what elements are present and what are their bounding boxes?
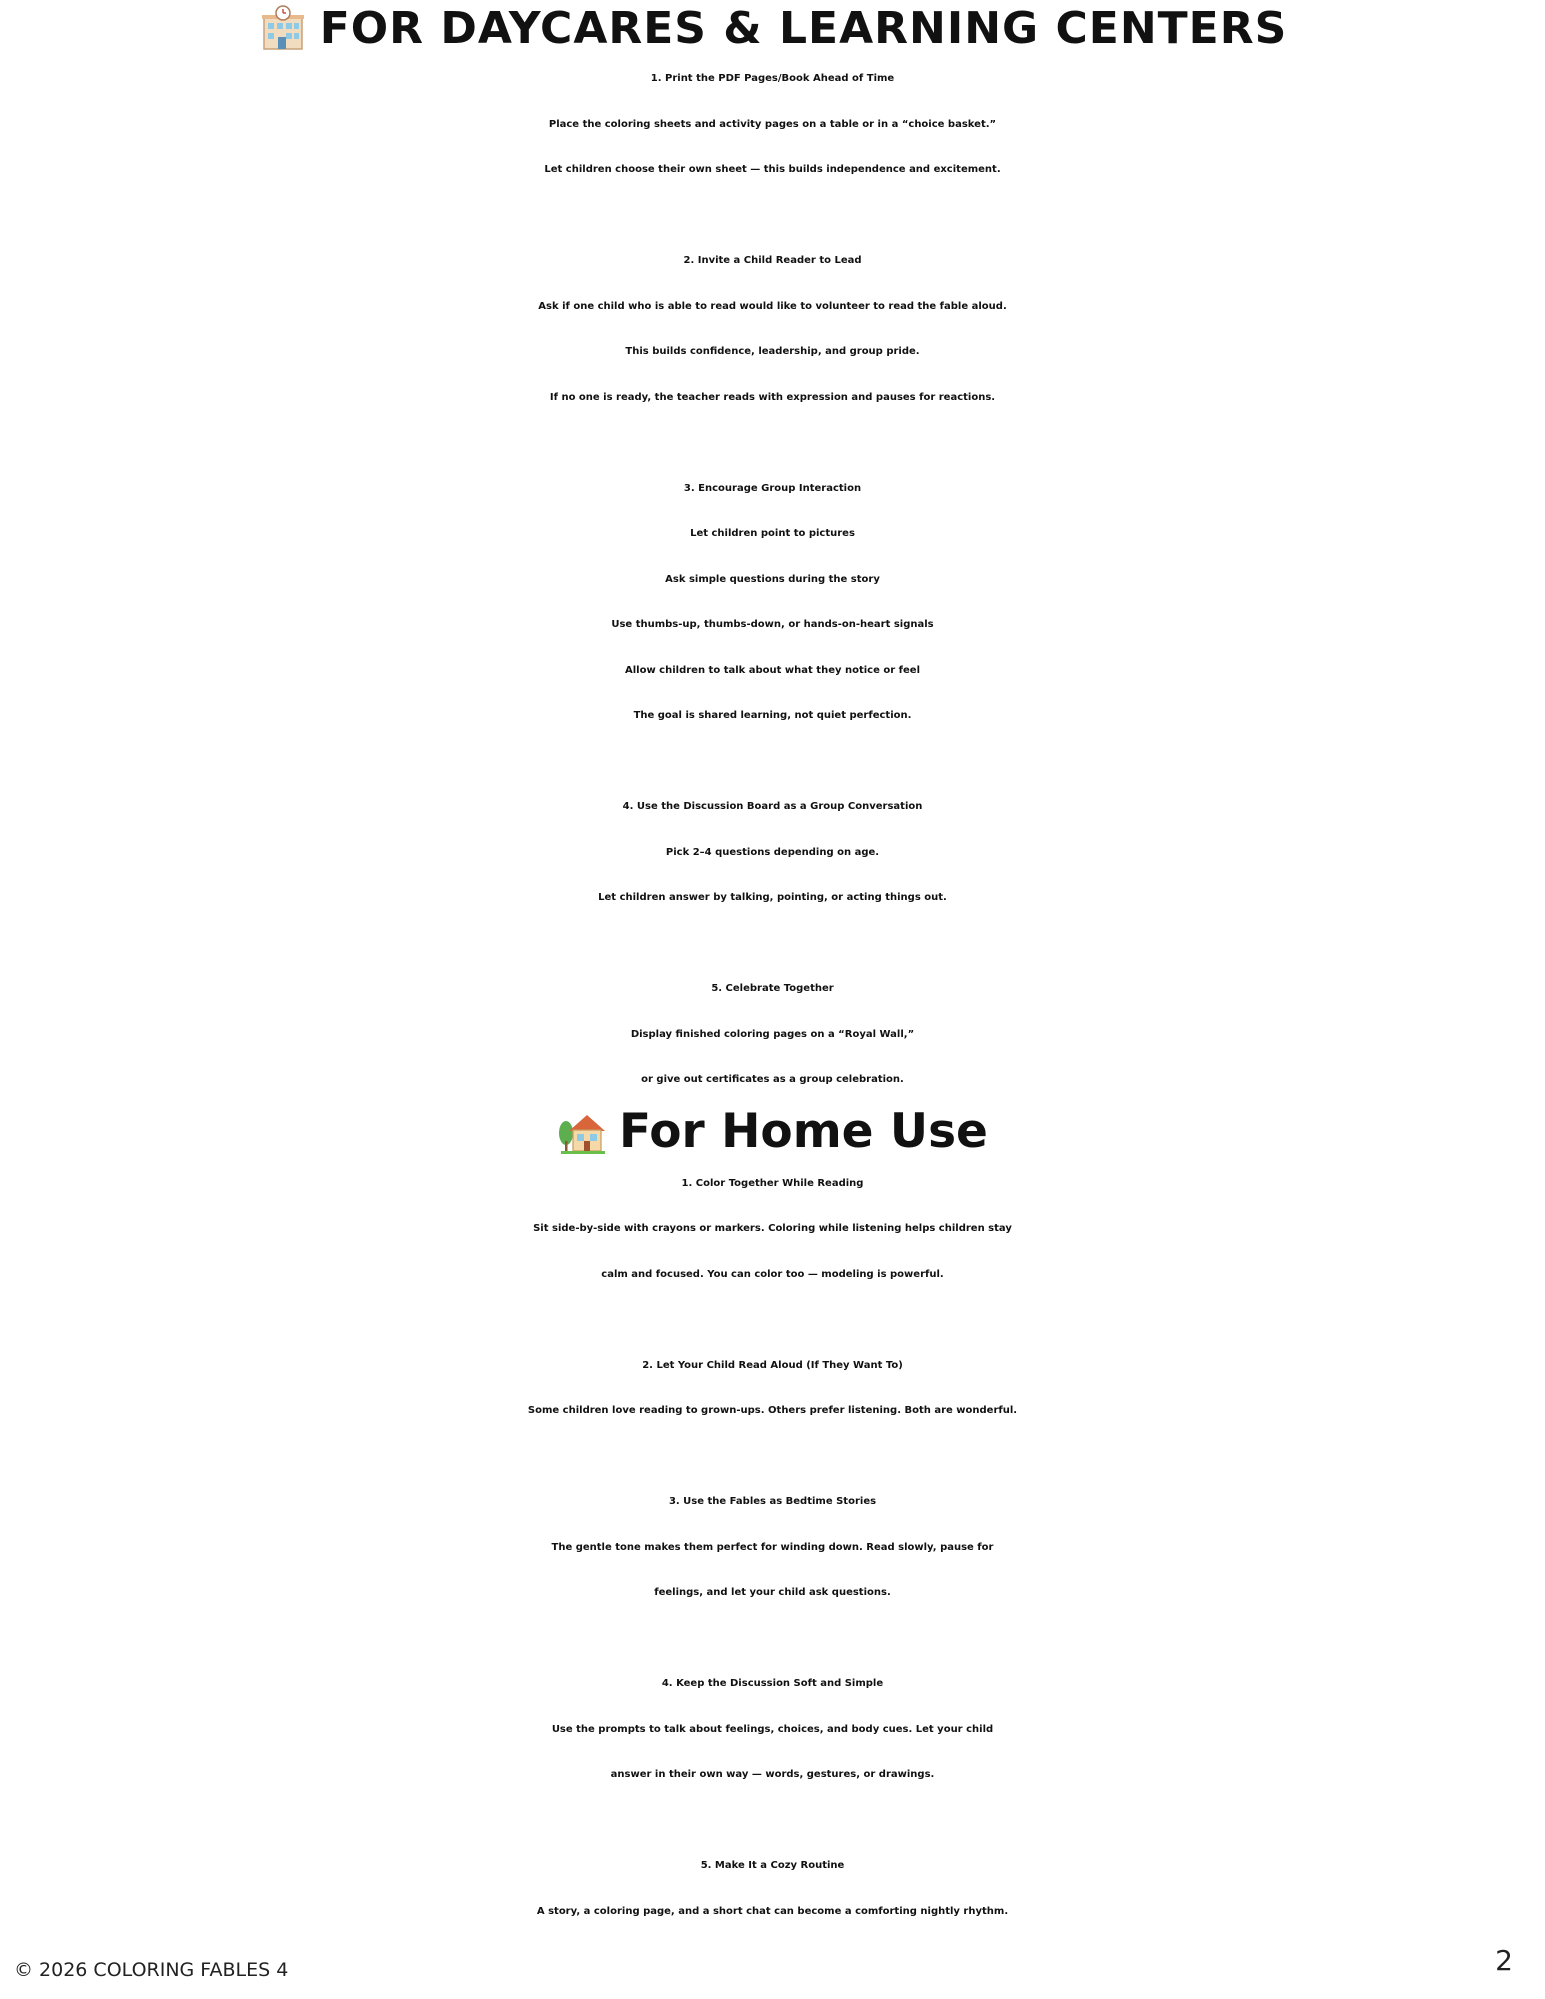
spacer	[0, 1616, 1545, 1662]
spacer	[0, 1798, 1545, 1844]
copyright-notice: © 2026 COLORING FABLES 4	[14, 1959, 289, 1981]
daycare-step-1	[0, 56, 1545, 193]
step-title: 2. Invite a Child Reader to Lead	[683, 255, 862, 266]
daycare-step-2	[0, 238, 1545, 420]
step-title: 5. Celebrate Together	[711, 983, 834, 994]
home-step-4	[0, 1661, 1545, 1798]
step-line: The goal is shared learning, not quiet perfection.	[633, 710, 912, 721]
school-building-icon	[258, 3, 308, 53]
spacer	[0, 193, 1545, 239]
spacer	[0, 1297, 1545, 1343]
home-step-1	[0, 1161, 1545, 1298]
step-line: Sit side-by-side with crayons or markers. Coloring while listening helps children stay	[533, 1223, 1012, 1234]
home-step-3	[0, 1479, 1545, 1616]
step-line: Use the prompts to talk about feelings, choices, and body cues. Let your child	[551, 1723, 994, 1735]
step-line: The gentle tone makes them perfect for winding down. Read slowly, pause for	[551, 1541, 994, 1553]
step-line: Display finished coloring pages on a “Royal Wall,”	[630, 1028, 915, 1040]
step-line: Use thumbs-up, thumbs-down, or hands-on-heart signals	[611, 619, 934, 630]
step-title: 1. Print the PDF Pages/Book Ahead of Time	[650, 73, 895, 84]
step-line: answer in their own way — words, gestures, or drawings.	[610, 1769, 935, 1780]
step-line: feelings, and let your child ask questions.	[654, 1587, 891, 1598]
daycare-heading	[0, 0, 1545, 56]
page-number: 2	[1495, 1944, 1513, 1977]
step-line: Some children love reading to grown-ups. Others prefer listening. Both are wonderful.	[527, 1405, 1018, 1416]
daycare-step-3	[0, 466, 1545, 739]
step-line: Allow children to talk about what they notice or feel	[625, 664, 920, 676]
home-step-2	[0, 1343, 1545, 1434]
spacer	[0, 739, 1545, 785]
step-title: 3. Encourage Group Interaction	[683, 482, 862, 494]
step-title: 5. Make It a Cozy Routine	[700, 1860, 845, 1871]
step-line: Let children answer by talking, pointing, or acting things out.	[598, 892, 947, 903]
home-heading	[0, 1103, 1545, 1161]
home-step-5	[0, 1843, 1545, 1934]
step-title: 1. Color Together While Reading	[681, 1177, 864, 1189]
step-line: Ask if one child who is able to read would like to volunteer to read the fable aloud.	[538, 300, 1007, 312]
spacer	[0, 420, 1545, 466]
step-line: A story, a coloring page, and a short chat can become a comforting nightly rhythm.	[536, 1905, 1009, 1917]
daycare-title: FOR DAYCARES & LEARNING CENTERS	[319, 2, 1288, 54]
step-line: or give out certificates as a group celebration.	[641, 1074, 904, 1085]
step-title: 4. Keep the Discussion Soft and Simple	[661, 1678, 884, 1689]
spacer	[0, 1434, 1545, 1480]
spacer	[0, 921, 1545, 967]
step-line: If no one is ready, the teacher reads with expression and pauses for reactions.	[549, 391, 996, 403]
home-title: For Home Use	[619, 1104, 988, 1159]
step-line: Ask simple questions during the story	[665, 573, 880, 585]
step-line: Place the coloring sheets and activity pages on a table or in a “choice basket.”	[548, 118, 997, 130]
step-line: Pick 2–4 questions depending on age.	[665, 846, 880, 858]
step-title: 4. Use the Discussion Board as a Group Conversation	[622, 801, 923, 812]
step-title: 3. Use the Fables as Bedtime Stories	[668, 1496, 877, 1507]
step-line: Let children point to pictures	[690, 528, 855, 539]
home-section	[0, 1103, 1545, 1935]
daycare-step-4	[0, 784, 1545, 921]
step-line: Let children choose their own sheet — this builds independence and excitement.	[544, 164, 1001, 175]
daycare-step-5	[0, 966, 1545, 1103]
step-line: calm and focused. You can color too — modeling is powerful.	[601, 1268, 944, 1280]
step-title: 2. Let Your Child Read Aloud (If They Want To)	[642, 1359, 903, 1371]
step-line: This builds confidence, leadership, and group pride.	[625, 346, 920, 357]
house-with-garden-icon	[557, 1107, 607, 1157]
